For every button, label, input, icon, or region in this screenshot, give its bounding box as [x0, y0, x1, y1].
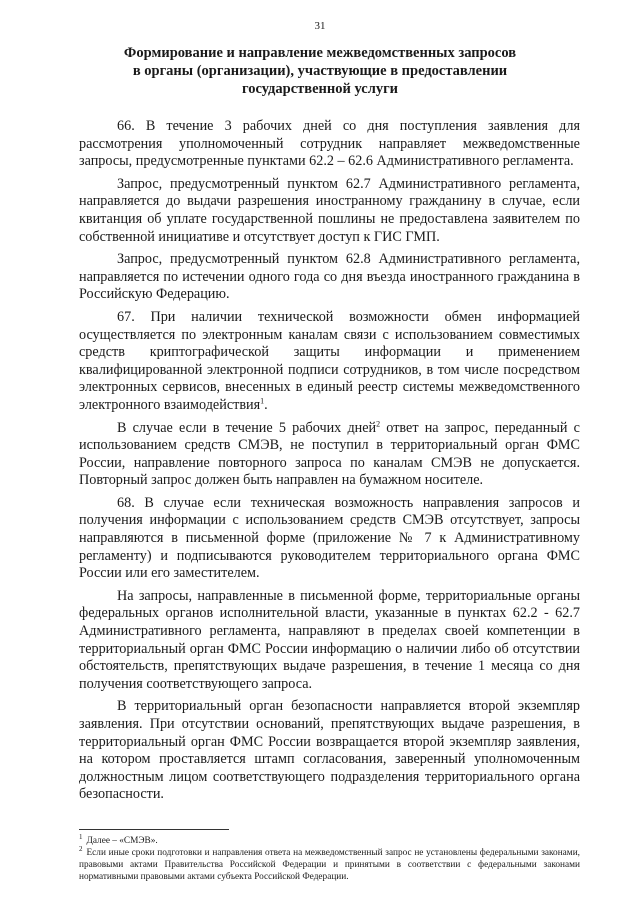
footnote-2: $^2$ Если иные сроки подготовки и направления ответа на межведомственный запрос не установлены федеральными законами, правовыми актами Правительства Российской Федерации и принятыми в соответствии с федеральными законами нормативными правовыми актами субъекта Российской Федерации.: [79, 844, 580, 882]
paragraph-62-7-query: Запрос, предусмотренный пунктом 62.7 Административного регламента, направляется до выдачи разрешения иностранному гражданину в случае, если квитанция об уплате государственной пошлины не предоставлена заявителем по собственной инициативе и отсутствует доступ к ГИС ГМП.: [79, 175, 580, 245]
heading-line: в органы (организации), участвующие в предоставлении: [132, 63, 508, 79]
footnote-1: $^1$ Далее – «СМЭВ».: [79, 832, 158, 846]
section-heading: [90, 44, 550, 98]
paragraph-67: 67. При наличии технической возможности обмен информацией осуществляется по электронным каналам связи с использованием совместимых средств криптографической защиты информации и применением квалифицированной электронной подписи сотрудников, в том числе посредством электронных сервисов, внесенных в единый реестр системы межведомственного электронного взаимодействия$^1$.: [79, 308, 580, 413]
body-text: [79, 118, 580, 804]
paragraph-62-8-query: Запрос, предусмотренный пунктом 62.8 Административного регламента, направляется по истечении одного года со дня въезда иностранного гражданина в Российскую Федерацию.: [79, 251, 580, 303]
footnotes: [79, 832, 580, 883]
heading-line: государственной услуги: [241, 81, 399, 97]
footnote-divider: [79, 829, 229, 830]
paragraph-66: 66. В течение 3 рабочих дней со дня поступления заявления для рассмотрения уполномоченный сотрудник направляет межведомственные запросы, предусмотренные пунктами 62.2 – 62.6 Административного регламента.: [79, 118, 580, 170]
footnote-ref: 1: [260, 396, 265, 406]
paragraph-security-organ: В территориальный орган безопасности направляется второй экземпляр заявления. При отсутствии оснований, препятствующих выдаче разрешения, в территориальный орган ФМС России возвращается второй экземпляр заявления, на котором проставляется штамп согласования, заверенный уполномоченным должностным лицом соответствующего подразделения территориального органа безопасности.: [79, 698, 580, 803]
paragraph-repeat-request: В случае если в течение 5 рабочих дней$^2$ ответ на запрос, переданный с использованием средств СМЭВ, не поступил в территориальный орган ФМС России, направление повторного запроса по каналам СМЭВ не допускается. Повторный запрос должен быть направлен на бумажном носителе.: [79, 418, 580, 489]
footnote-ref: 2: [376, 418, 381, 428]
paragraph-written-requests: На запросы, направленные в письменной форме, территориальные органы федеральных органов исполнительной власти, указанные в пунктах 62.2 - 62.7 Административного регламента, направляют в пределах своей компетенции в территориальный орган ФМС России информацию о наличии либо об отсутствии обстоятельств, препятствующих выдаче разрешения, в течение 1 месяца со дня получения соответствующего запроса.: [79, 587, 580, 692]
heading-line: Формирование и направление межведомственных запросов: [123, 45, 517, 61]
page-number: 31: [314, 20, 326, 32]
paragraph-68: 68. В случае если техническая возможность направления запросов и получения информации с использованием средств СМЭВ отсутствует, запросы направляются в письменной форме (приложение № 7 к Административному регламенту) и подписываются руководителем территориального органа ФМС России или его заместителем.: [79, 494, 580, 582]
